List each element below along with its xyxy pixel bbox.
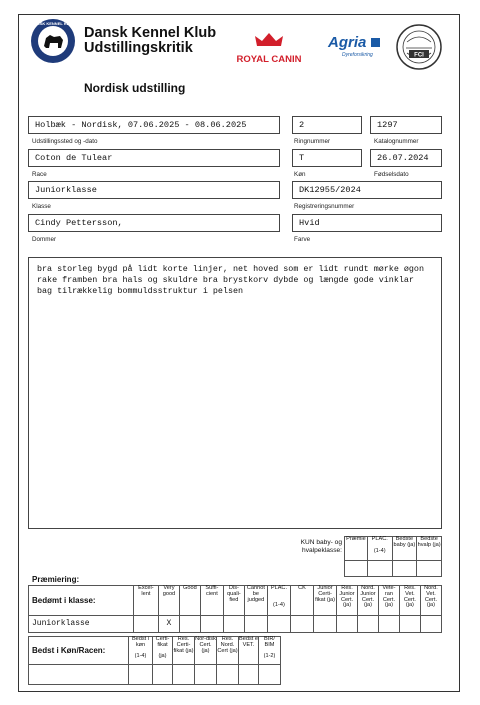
catalog-field: 1297 <box>370 116 442 134</box>
col-nord-junior-cert: Nord. Junior Cert. (ja) <box>358 586 379 616</box>
col-bir-bim: BIR/ BIM (1-2) <box>259 637 281 665</box>
cell-res-certificate <box>173 665 195 685</box>
cell-certificate <box>153 665 173 685</box>
catalog-label: Katalognummer <box>374 138 419 145</box>
col-plac: PLAC. (1-4) <box>267 586 290 616</box>
cell-good <box>179 616 200 633</box>
org-title: Dansk Kennel Klub <box>84 25 217 41</box>
cell-res-nordic-cert <box>217 665 239 685</box>
cell-excellent <box>133 616 158 633</box>
baby-table <box>344 536 442 577</box>
venue-label: Udstillingssted og -dato <box>32 138 98 145</box>
svg-text:FCI: FCI <box>414 52 424 59</box>
birth-date-label: Fødselsdato <box>374 171 409 178</box>
baby-cell-best-puppy <box>417 561 442 577</box>
svg-text:DANSK KENNEL KLUB: DANSK KENNEL KLUB <box>31 21 75 26</box>
birth-date-field: 26.07.2024 <box>370 149 442 167</box>
sex-label: Køn <box>294 171 306 178</box>
col-cannot-be-judged: Cannot be judged <box>244 586 267 616</box>
form-title: Udstillingskritik <box>84 40 193 56</box>
best-of-sex-label: Bedst i Køn/Racen: <box>29 637 129 665</box>
registration-field: DK12955/2024 <box>292 181 442 199</box>
col-excellent: Excel-lent <box>133 586 158 616</box>
fci-logo <box>396 22 442 72</box>
cell-junior-cert <box>314 616 337 633</box>
awards-title: Præmiering: <box>32 575 80 584</box>
breed-field: Coton de Tulear <box>28 149 280 167</box>
col-res-junior-cert: Res. Junior Cert. (ja) <box>337 586 358 616</box>
cell-disqualified <box>223 616 244 633</box>
col-nord-vet-cert: Nord. Vet. Cert. (ja) <box>420 586 441 616</box>
color-label: Farve <box>294 236 311 243</box>
col-sufficient: Suffi-cient <box>200 586 223 616</box>
royal-canin-logo: ROYAL CANIN <box>232 30 306 66</box>
cell-best-veteran <box>239 665 259 685</box>
cell-nord-vet-cert <box>420 616 441 633</box>
registration-label: Registreringsnummer <box>294 203 355 210</box>
cell-sufficient <box>200 616 223 633</box>
critique-text: bra storleg bygd på lidt korte linjer, net hoved som er lidt rundt mørke øgon rake framben bra hals og skuldre bra brystkorv dybde og længde gode vinklar bag tilrækkelig bommuldsstruktur i pelsen <box>28 257 442 529</box>
class-awards-label: Bedømt i klasse: <box>29 586 134 616</box>
sex-field: T <box>292 149 362 167</box>
agria-logo: Agria Dyreforsikring <box>328 34 390 62</box>
baby-cell-plac <box>367 561 392 577</box>
cell-res-vet-cert <box>399 616 420 633</box>
best-of-sex-value <box>29 665 129 685</box>
class-field: Juniorklasse <box>28 181 280 199</box>
col-best-of-sex: Bedst i køn (1-4) <box>129 637 153 665</box>
col-certificate: Certi-fikat (ja) <box>153 637 173 665</box>
cell-plac <box>267 616 290 633</box>
cell-bir-bim <box>259 665 281 685</box>
best-of-sex-table <box>28 636 281 685</box>
col-good: Good <box>179 586 200 616</box>
col-best-veteran: Bedst e VET. <box>239 637 259 665</box>
cell-nord-junior-cert <box>358 616 379 633</box>
class-label: Klasse <box>32 203 51 210</box>
cell-cannot-be-judged <box>244 616 267 633</box>
col-disqualified: Dis-quali-fied <box>223 586 244 616</box>
judged-class-value: Juniorklasse <box>29 616 134 633</box>
color-field: Hvid <box>292 214 442 232</box>
venue-field: Holbæk - Nordisk, 07.06.2025 - 08.06.2025 <box>28 116 280 134</box>
show-title: Nordisk udstilling <box>84 81 186 95</box>
baby-col-plac: PLAC. (1-4) <box>367 537 392 561</box>
cell-nordic-cert <box>195 665 217 685</box>
class-awards-table <box>28 585 442 633</box>
col-res-vet-cert: Res. Vet. Cert. (ja) <box>399 586 420 616</box>
col-res-nordic-cert: Res. Nord. Cert (ja) <box>217 637 239 665</box>
col-res-certificate: Res. Certi-fikat (ja) <box>173 637 195 665</box>
baby-cell-best-baby <box>392 561 417 577</box>
dkk-logo <box>30 18 76 64</box>
baby-col-best-baby: Bedste baby (ja) <box>392 537 417 561</box>
cell-ck <box>290 616 313 633</box>
baby-col-best-puppy: Bedste hvalp (ja) <box>417 537 442 561</box>
col-very-good: Very good <box>158 586 179 616</box>
judge-field: Cindy Pettersson, <box>28 214 280 232</box>
cell-res-junior-cert <box>337 616 358 633</box>
judge-label: Dommer <box>32 236 57 243</box>
ring-field: 2 <box>292 116 362 134</box>
baby-col-premie: Præmie <box>345 537 368 561</box>
col-junior-cert: Junior Certi-fikat (ja) <box>314 586 337 616</box>
cell-very-good: X <box>158 616 179 633</box>
col-veteran-cert: Vete-ran Cert. (ja) <box>378 586 399 616</box>
cell-best-of-sex <box>129 665 153 685</box>
baby-class-label: KUN baby- og hvalpeklasse: <box>300 539 342 554</box>
col-nordic-cert: Nor-disk Cert. (ja) <box>195 637 217 665</box>
cell-veteran-cert <box>378 616 399 633</box>
ring-label: Ringnummer <box>294 138 331 145</box>
breed-label: Race <box>32 171 47 178</box>
baby-cell-premie <box>345 561 368 577</box>
col-ck: CK <box>290 586 313 616</box>
